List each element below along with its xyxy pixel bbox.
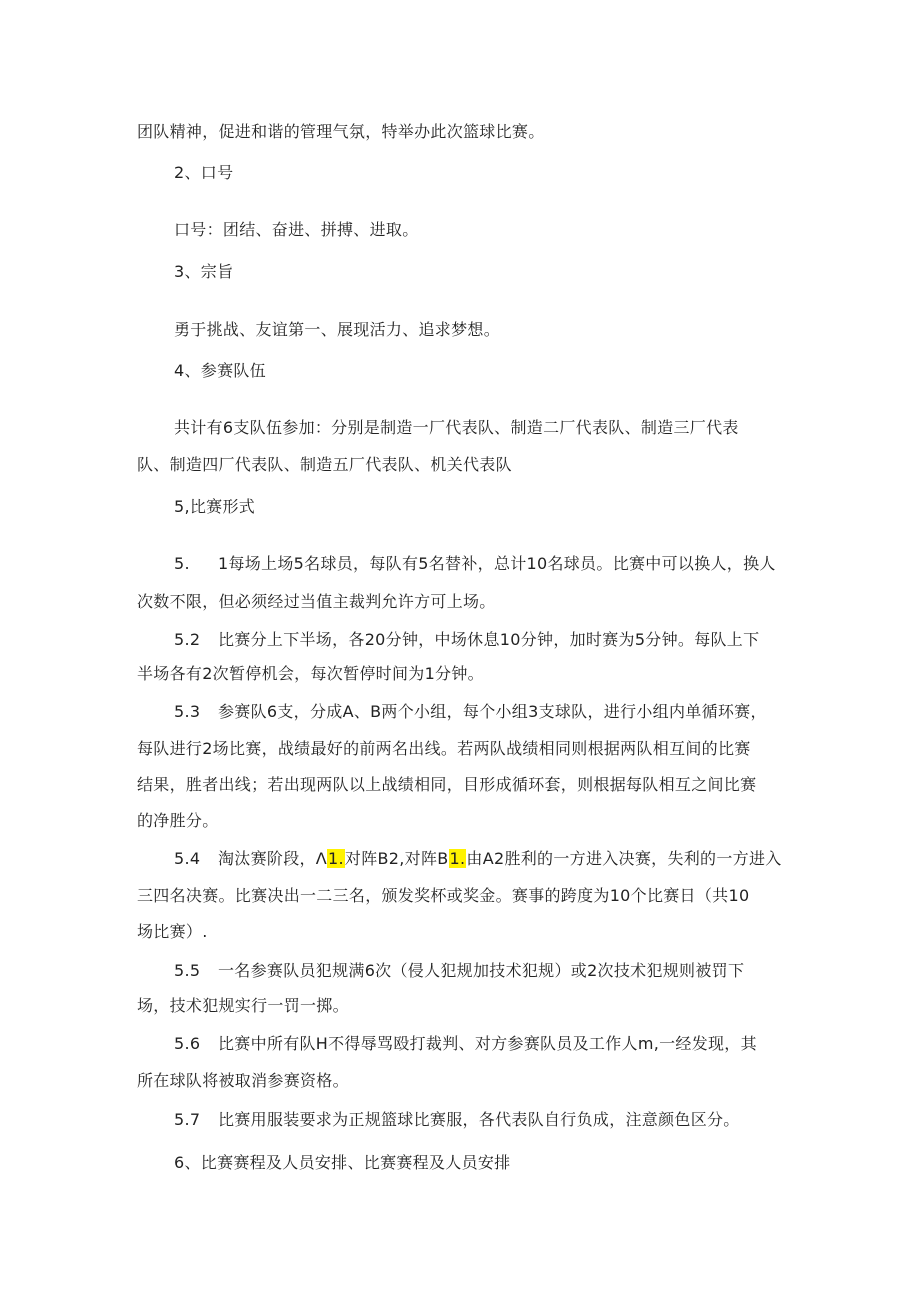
clause-number: 5.4 [174,849,201,868]
clause-text: 一名参赛队员犯规满6次（侵人犯规加技术犯规）或2次技术犯规则被罚下 [218,961,745,980]
clause-5-3 [174,702,767,722]
clause-text: 参赛队6支，分成A、B两个小组，每个小组3支球队，进行小组内单循环赛， [218,702,767,721]
clause-5-6-cont: 所在球队将被取消参赛资格。 [137,1071,349,1090]
clause-number: 5.5 [174,961,201,980]
paragraph-slogan: 口号：团结、奋进、拼搏、进取。 [174,220,419,239]
heading-purpose: 3、宗旨 [174,262,234,281]
heading-teams: 4、参赛队伍 [174,361,266,380]
clause-text-part3: 由A2胜利的一方进入决赛，失利的一方进入 [466,849,782,868]
clause-5-6 [174,1034,757,1054]
clause-5-5 [174,961,744,981]
clause-text: 比赛中所有队H不得辱骂殴打裁判、对方参赛队员及工作人m,一经发现，其 [218,1034,757,1053]
clause-number: 5.3 [174,702,201,721]
clause-5-3-cont3: 的净胜分。 [137,811,219,830]
paragraph-teams-line1: 共计有6支队伍参加：分别是制造一厂代表队、制造二厂代表队、制造三厂代表 [174,418,739,437]
clause-text-part2: 对阵B2,对阵B [344,849,449,868]
heading-format: 5,比赛形式 [174,497,256,516]
clause-text: 比赛用服装要求为正规篮球比赛服，各代表队自行负成，注意颜色区分。 [218,1110,740,1129]
paragraph-intro-tail: 团队精神，促进和谐的管理气氛，特举办此次篮球比赛。 [137,122,545,141]
clause-5-4 [174,849,782,869]
clause-5-2-cont: 半场各有2次暂停机会，每次暂停时间为1分钟。 [137,664,484,683]
paragraph-purpose: 勇于挑战、友谊第一、展现活力、追求梦想。 [174,320,501,339]
clause-number: 5. [174,554,190,573]
clause-text: 1每场上场5名球员，每队有5名替补，总计10名球员。比赛中可以换人，换人 [218,554,776,573]
clause-text-part1: 淘汰赛阶段，Λ [218,849,328,868]
clause-5-3-cont2: 结果，胜者出线；若出现两队以上战绩相同，目形成循环套，则根据每队相互之间比赛 [137,775,757,794]
clause-5-2 [174,630,759,650]
clause-5-1-cont: 次数不限，但必须经过当值主裁判允许方可上场。 [137,592,496,611]
clause-5-4-cont1: 三四名决赛。比赛决出一二三名，颁发奖杯或奖金。赛事的跨度为10个比赛日（共10 [137,886,750,905]
highlight-mark: 1. [449,849,466,868]
clause-5-5-cont: 场，技术犯规实行一罚一掷。 [137,996,349,1015]
heading-slogan: 2、口号 [174,163,234,182]
paragraph-teams-line2: 队、制造四厂代表队、制造五厂代表队、机关代表队 [137,455,512,474]
heading-schedule: 6、比赛赛程及人员安排、比赛赛程及人员安排 [174,1153,511,1172]
clause-number: 5.2 [174,630,201,649]
highlight-mark: 1. [328,849,344,868]
clause-number: 5.6 [174,1034,201,1053]
clause-5-4-cont2: 场比赛）. [137,922,208,941]
clause-number: 5.7 [174,1110,201,1129]
clause-5-7 [174,1110,740,1130]
clause-text: 比赛分上下半场，各20分钟，中场休息10分钟，加时赛为5分钟。每队上下 [218,630,760,649]
clause-5-3-cont1: 每队进行2场比赛，战绩最好的前两名出线。若两队战绩相同则根据两队相互间的比赛 [137,739,751,758]
clause-5-1 [174,554,776,574]
